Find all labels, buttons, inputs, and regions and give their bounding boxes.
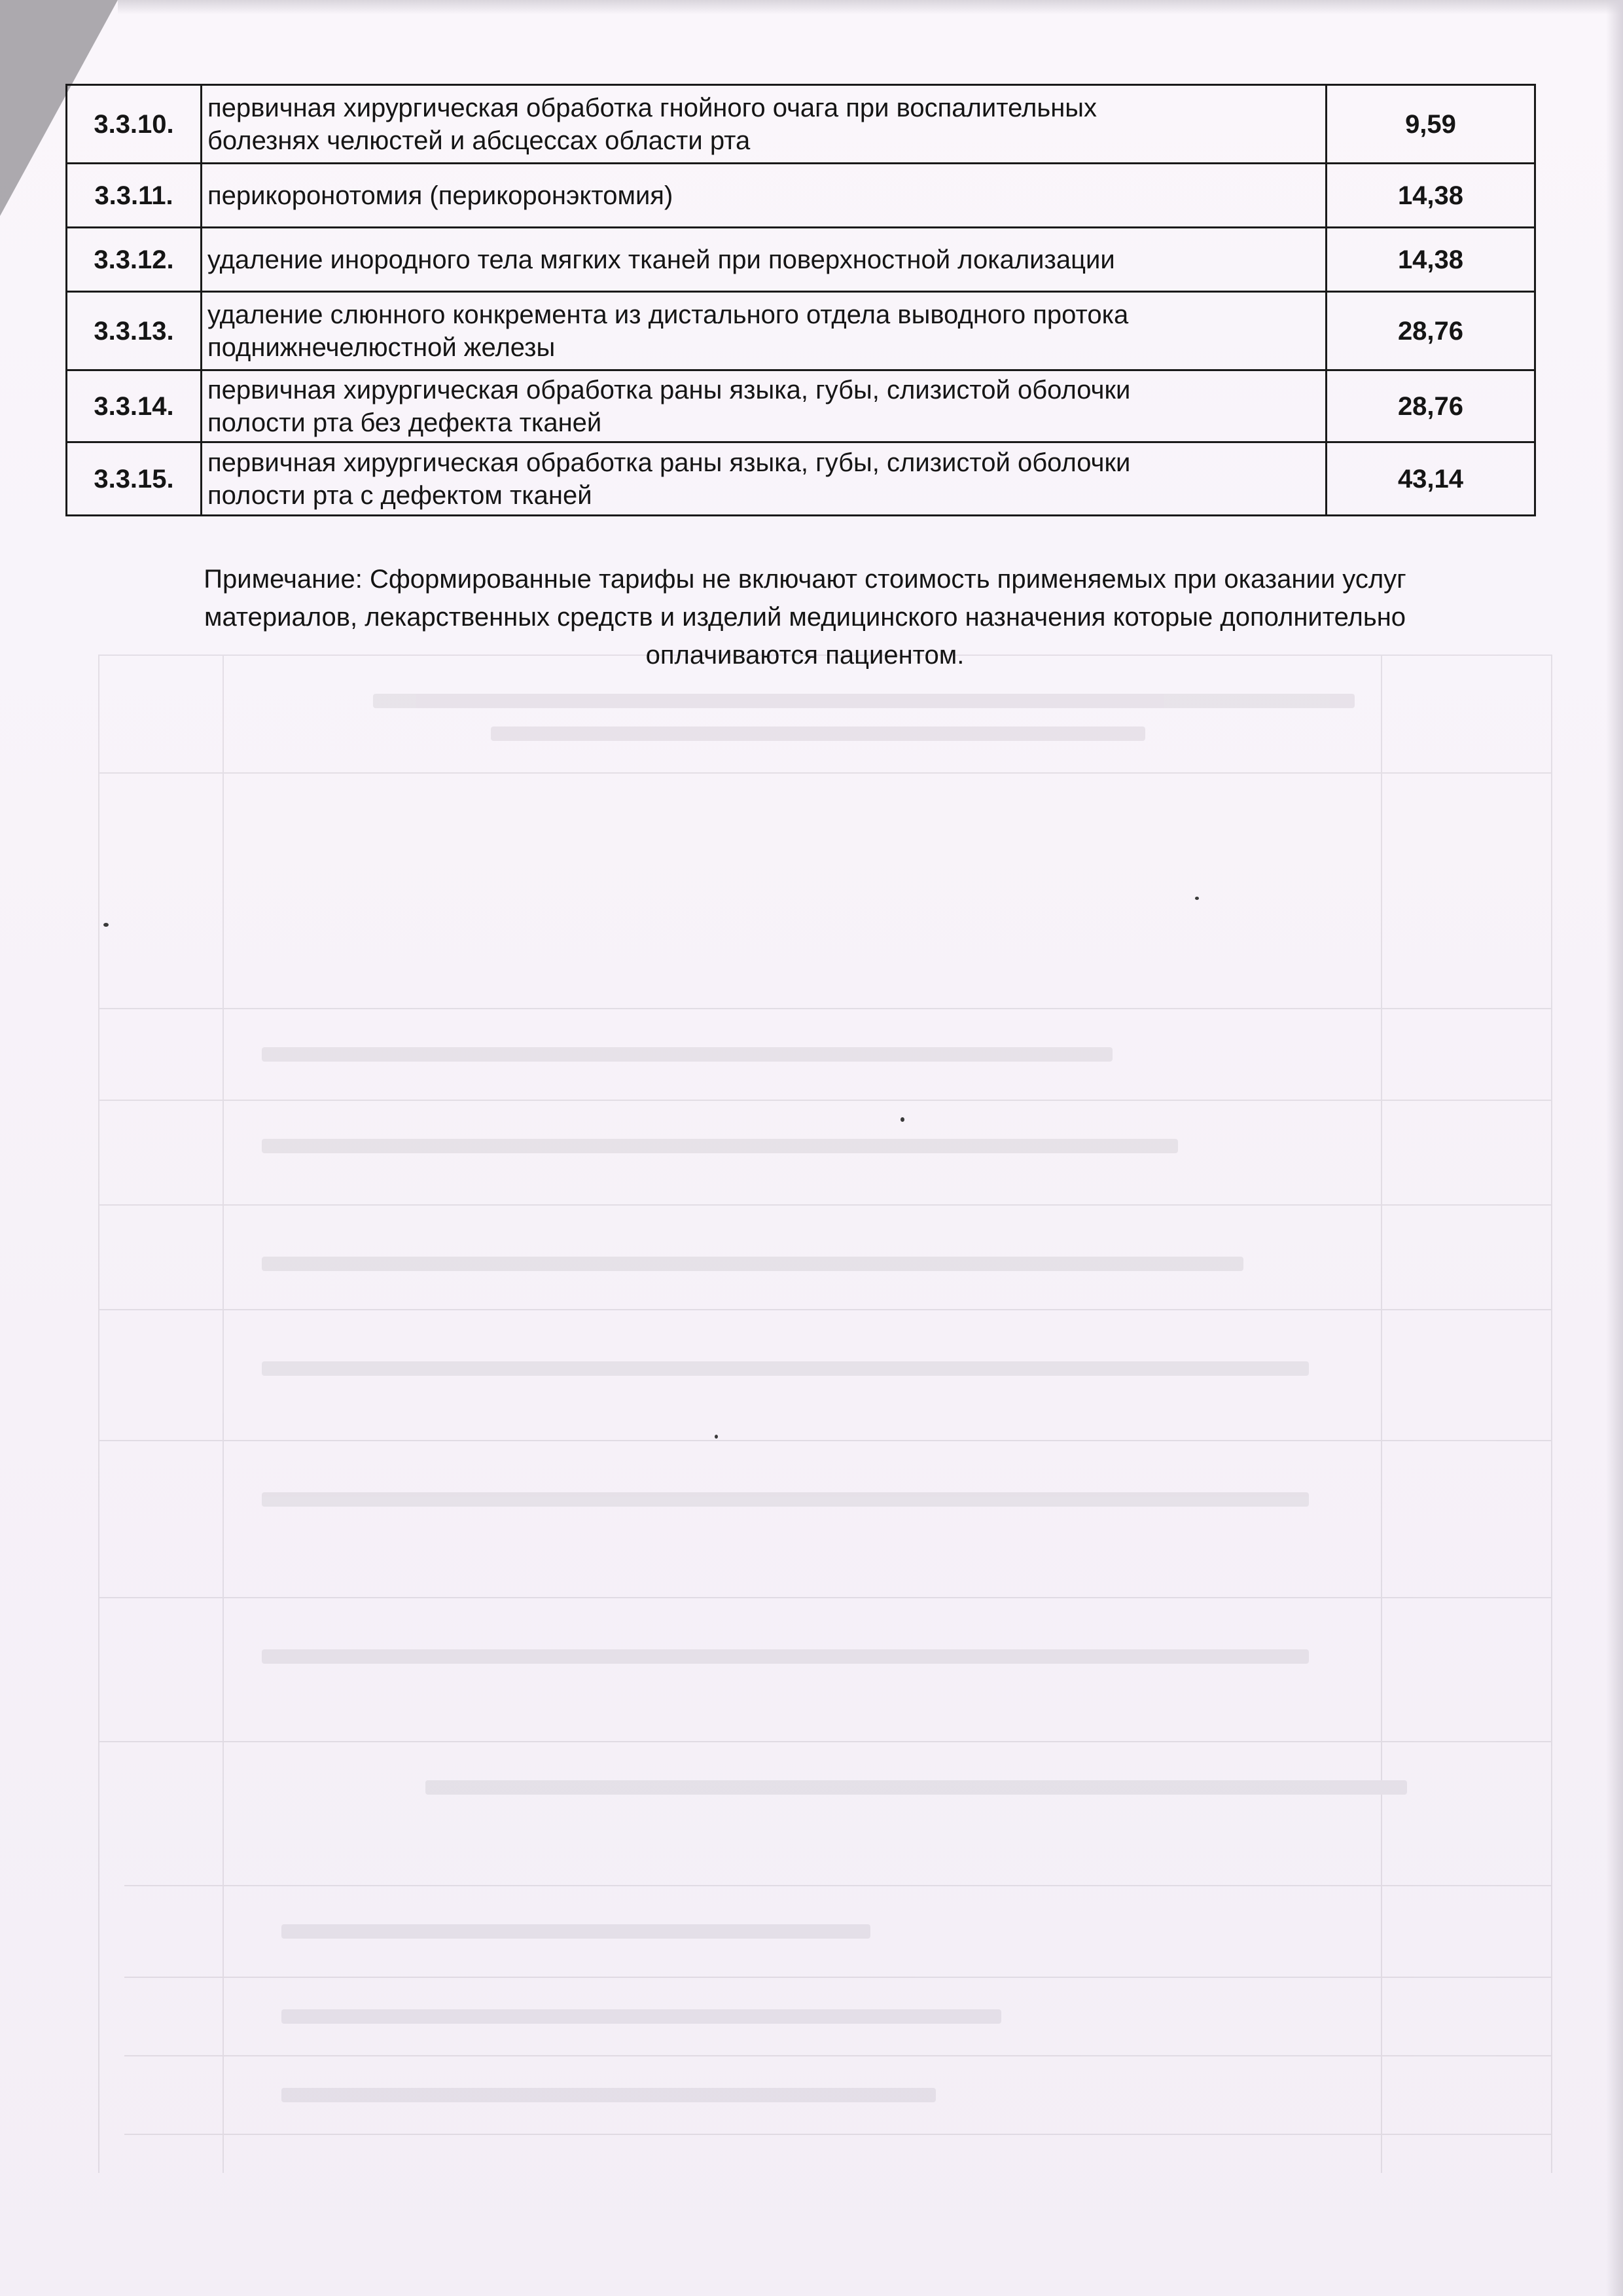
- footnote-line: материалов, лекарственных средств и изделий медицинского назначения которые дополнительно: [204, 603, 1406, 632]
- service-description: [202, 164, 1327, 228]
- table-row: [67, 442, 1535, 516]
- service-price: 14,38: [1327, 164, 1535, 228]
- service-code: 3.3.15.: [67, 442, 202, 516]
- service-code: 3.3.10.: [67, 85, 202, 164]
- table-row: [67, 292, 1535, 370]
- service-description: [202, 228, 1327, 292]
- description-line: полости рта с дефектом тканей: [207, 480, 592, 510]
- service-price: 28,76: [1327, 292, 1535, 370]
- description-line: болезнях челюстей и абсцессах области рта: [207, 126, 751, 155]
- description-line: первичная хирургическая обработка гнойного очага при воспалительных: [207, 93, 1097, 122]
- service-code: 3.3.13.: [67, 292, 202, 370]
- tariff-table: [65, 84, 1536, 516]
- service-price: 43,14: [1327, 442, 1535, 516]
- scan-speck: [715, 1435, 718, 1439]
- service-code: 3.3.12.: [67, 228, 202, 292]
- table-row: [67, 228, 1535, 292]
- service-description: [202, 85, 1327, 164]
- description-line: удаление слюнного конкремента из дистального отдела выводного протока: [207, 300, 1129, 329]
- service-description: [202, 292, 1327, 370]
- footnote-line: Примечание: Сформированные тарифы не включают стоимость применяемых при оказании услуг: [204, 565, 1406, 594]
- description-line: первичная хирургическая обработка раны языка, губы, слизистой оболочки: [207, 375, 1131, 404]
- service-code: 3.3.11.: [67, 164, 202, 228]
- description-line: удаление инородного тела мягких тканей при поверхностной локализации: [207, 245, 1115, 274]
- table-row: [67, 370, 1535, 442]
- scan-edge-right: [1606, 0, 1623, 2296]
- service-description: [202, 442, 1327, 516]
- scan-edge-top: [118, 0, 1623, 14]
- description-line: перикоронотомия (перикоронэктомия): [207, 181, 673, 210]
- table-row: [67, 164, 1535, 228]
- footnote: [92, 560, 1518, 674]
- scan-speck: [1195, 897, 1199, 900]
- description-line: поднижнечелюстной железы: [207, 332, 556, 362]
- description-line: полости рта без дефекта тканей: [207, 408, 602, 437]
- description-line: первичная хирургическая обработка раны языка, губы, слизистой оболочки: [207, 448, 1131, 477]
- bleed-through-reverse-side: [98, 628, 1590, 2199]
- service-price: 28,76: [1327, 370, 1535, 442]
- scan-speck: [901, 1117, 904, 1122]
- table-row: [67, 85, 1535, 164]
- service-description: [202, 370, 1327, 442]
- service-price: 9,59: [1327, 85, 1535, 164]
- footnote-line: оплачиваются пациентом.: [645, 641, 965, 670]
- service-price: 14,38: [1327, 228, 1535, 292]
- service-code: 3.3.14.: [67, 370, 202, 442]
- scan-speck: [103, 923, 109, 927]
